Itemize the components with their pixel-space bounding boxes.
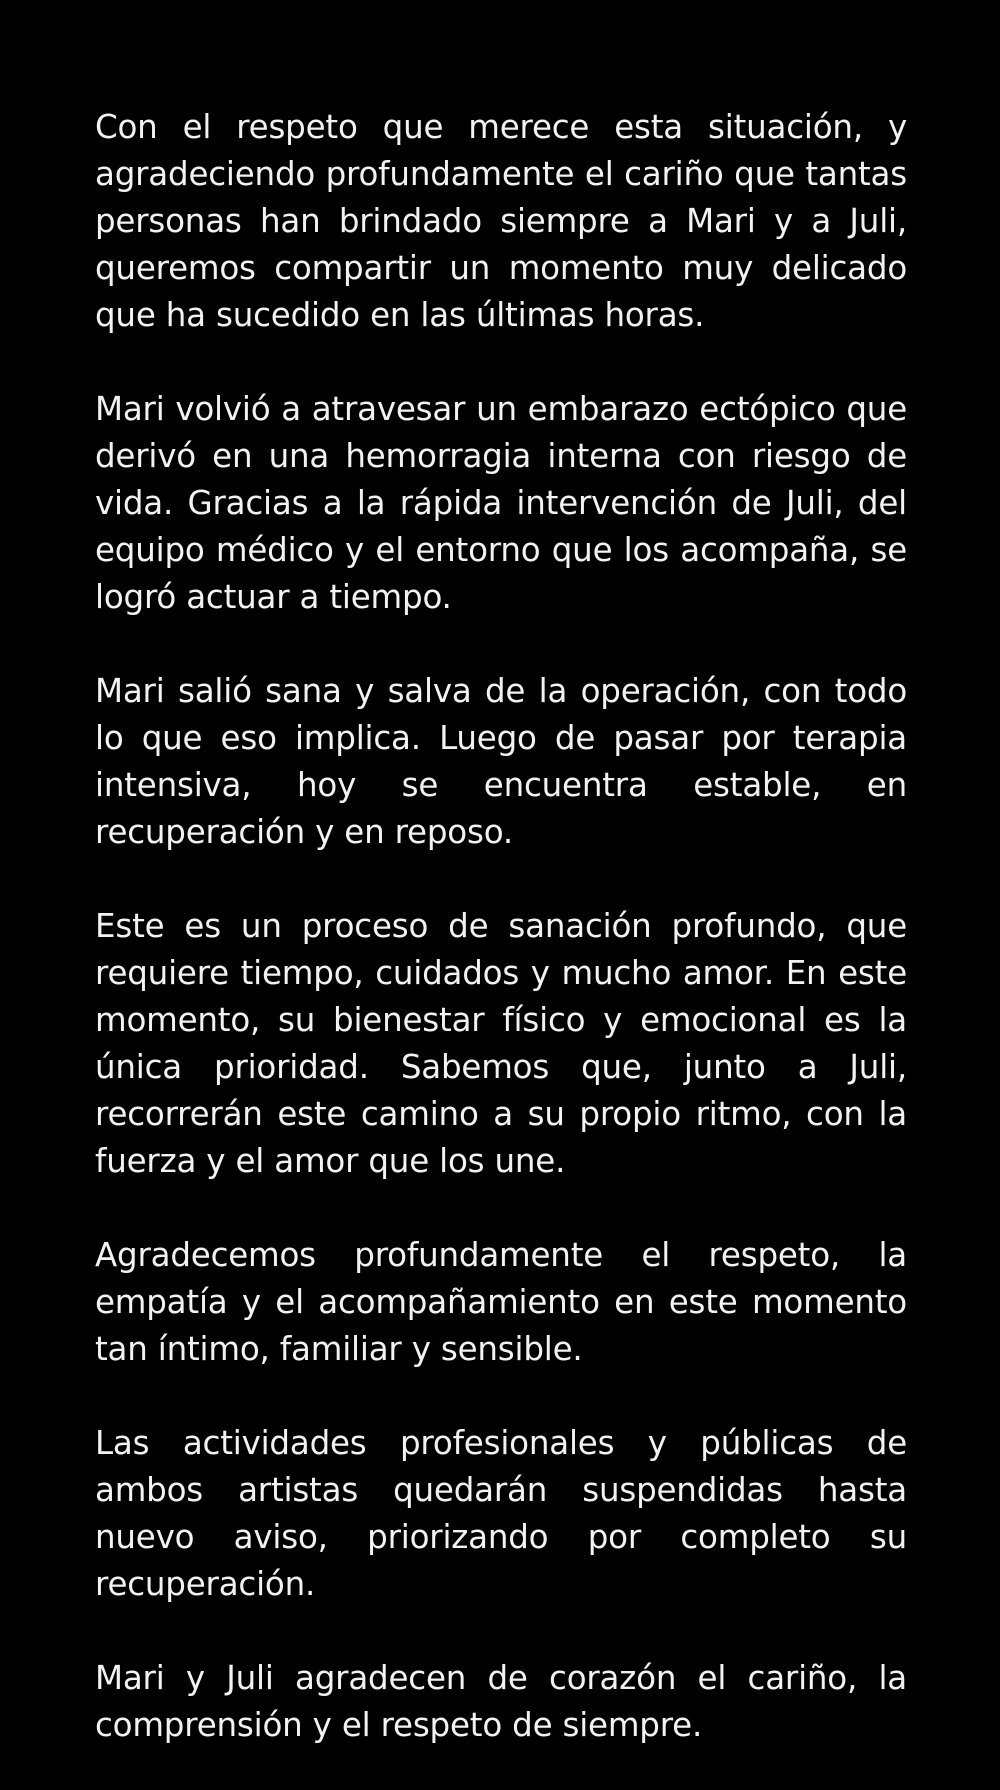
- paragraph-healing-process: Este es un proceso de sanación profundo, que requiere tiempo, cuidados y mucho amor. En este momento, su bienestar físico y emocional es la única prioridad. Sabemos que, junto a Juli, recorrerán este camino a su propio ritmo, con la fuerza y el amor que los une.: [95, 907, 907, 1180]
- statement-text: [95, 104, 907, 1749]
- paragraph-closing: Mari y Juli agradecen de corazón el cariño, la comprensión y el respeto de siempre.: [95, 1659, 907, 1744]
- paragraph-recovery: Mari salió sana y salva de la operación, con todo lo que eso implica. Luego de pasar por terapia intensiva, hoy se encuentra estable, en recuperación y en reposo.: [95, 672, 907, 851]
- paragraph-medical-event: Mari volvió a atravesar un embarazo ectópico que derivó en una hemorragia interna con riesgo de vida. Gracias a la rápida intervención de Juli, del equipo médico y el entorno que los acompaña, se logró actuar a tiempo.: [95, 390, 907, 616]
- paragraph-intro: Con el respeto que merece esta situación, y agradeciendo profundamente el cariño que tantas personas han brindado siempre a Mari y a Juli, queremos compartir un momento muy delicado que ha sucedido en las últimas horas.: [95, 108, 907, 334]
- paragraph-gratitude: Agradecemos profundamente el respeto, la empatía y el acompañamiento en este momento tan íntimo, familiar y sensible.: [95, 1236, 907, 1368]
- paragraph-activities-suspended: Las actividades profesionales y públicas de ambos artistas quedarán suspendidas hasta nuevo aviso, priorizando por completo su recuperación.: [95, 1424, 907, 1603]
